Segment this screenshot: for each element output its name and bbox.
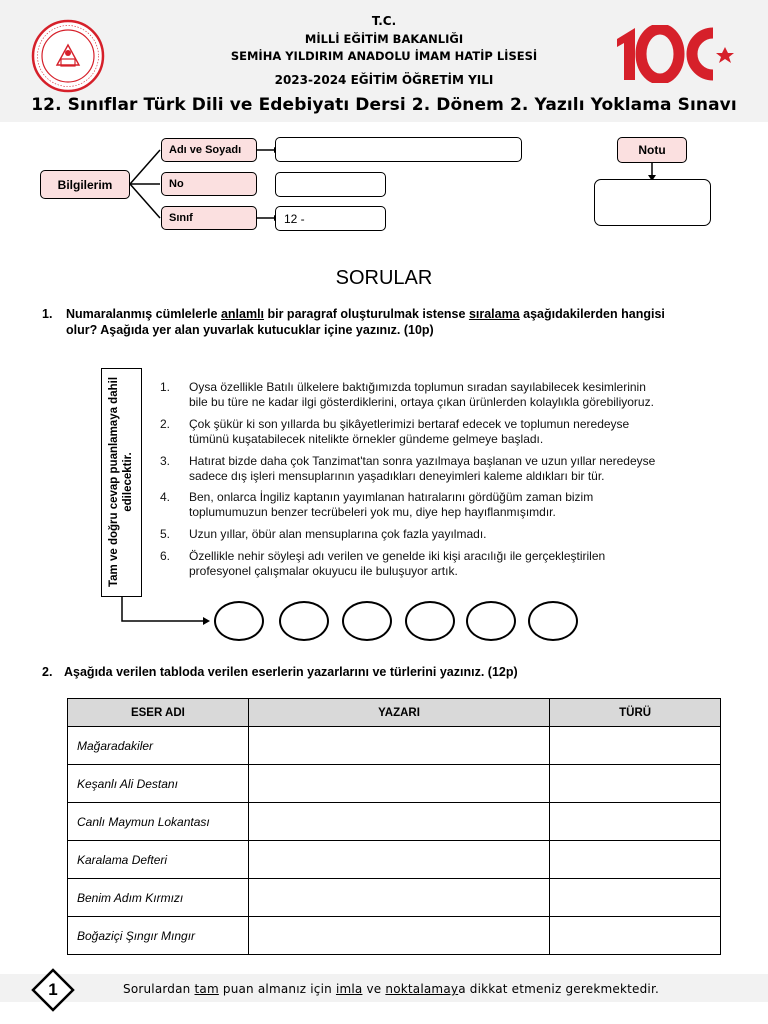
page-number: 1 xyxy=(48,980,58,999)
author-cell[interactable] xyxy=(248,727,549,765)
sentence-line: Oysa özellikle Batılı ülkelere baktığımızda toplumun sıradan sayılabilecek kesimlerinin xyxy=(189,380,646,394)
sentence-number: 5. xyxy=(160,527,171,541)
q1-text-anlamli: anlamlı xyxy=(220,307,265,321)
sentence-5 xyxy=(189,527,486,542)
author-cell[interactable] xyxy=(248,879,549,917)
answer-circle-1[interactable] xyxy=(214,601,264,641)
footer-text-1: Sorulardan xyxy=(123,982,195,996)
q1-text-line2: olur? Aşağıda yer alan yuvarlak kutucuklar içine yazınız. (10p) xyxy=(66,323,434,337)
sentence-4 xyxy=(189,490,593,520)
column-header-work: ESER ADI xyxy=(68,699,249,727)
table-row xyxy=(68,727,721,765)
name-label: Adı ve Soyadı xyxy=(161,138,257,162)
work-title: Canlı Maymun Lokantası xyxy=(68,803,249,841)
column-header-genre: TÜRÜ xyxy=(550,699,721,727)
sentence-line: Ben, onlarca İngiliz kaptanın yayımlanan hatıralarını gördüğüm zaman bizim xyxy=(189,490,594,504)
genre-cell[interactable] xyxy=(550,879,721,917)
sentence-number: 2. xyxy=(160,417,171,431)
sentence-1 xyxy=(189,380,654,410)
genre-cell[interactable] xyxy=(550,917,721,955)
table-row xyxy=(68,765,721,803)
table-row xyxy=(68,879,721,917)
grade-box[interactable] xyxy=(594,179,711,226)
answer-circle-2[interactable] xyxy=(279,601,329,641)
answer-circle-4[interactable] xyxy=(405,601,455,641)
author-cell[interactable] xyxy=(248,917,549,955)
class-label: Sınıf xyxy=(161,206,257,230)
sentence-number: 6. xyxy=(160,549,171,563)
header-tc: T.C. xyxy=(371,14,397,28)
author-cell[interactable] xyxy=(248,841,549,879)
works-table xyxy=(67,698,721,955)
author-cell[interactable] xyxy=(248,765,549,803)
genre-cell[interactable] xyxy=(550,841,721,879)
q1-text-siralama: sıralama xyxy=(468,307,520,321)
bilgilerim-label: Bilgilerim xyxy=(40,170,130,199)
q2-text: Aşağıda verilen tabloda verilen eserlerin yazarlarını ve türlerini yazınız. (12p) xyxy=(64,665,518,679)
sentence-3 xyxy=(189,454,655,484)
work-title: Karalama Defteri xyxy=(68,841,249,879)
section-title: SORULAR xyxy=(335,267,433,289)
exam-title: 12. Sınıflar Türk Dili ve Edebiyatı Dersi 2. Dönem 2. Yazılı Yoklama Sınavı xyxy=(31,95,737,115)
sentence-line: tümünü kuşatabilecek nitelikte örnekler gündeme gelmeye başladı. xyxy=(189,432,544,446)
answer-circle-3[interactable] xyxy=(342,601,392,641)
work-title: Benim Adım Kırmızı xyxy=(68,879,249,917)
q1-number: 1. xyxy=(42,307,53,321)
column-header-author: YAZARI xyxy=(248,699,549,727)
sentence-number: 3. xyxy=(160,454,171,468)
work-title: Boğaziçi Şıngır Mıngır xyxy=(68,917,249,955)
footer-underline-tam: tam xyxy=(194,982,219,996)
sentence-6 xyxy=(189,549,605,579)
work-title: Keşanlı Ali Destanı xyxy=(68,765,249,803)
table-row xyxy=(68,917,721,955)
author-cell[interactable] xyxy=(248,803,549,841)
grade-label: Notu xyxy=(617,137,687,163)
sentence-line: sadece dış işleri mensuplarının yaşadıkları deneyimleri kaleme aldıkları bir tür. xyxy=(189,469,605,483)
table-header-row xyxy=(68,699,721,727)
class-field[interactable]: 12 - xyxy=(275,206,386,231)
footer-underline-noktalama: noktalamay xyxy=(385,982,459,996)
footer-text-3: ve xyxy=(362,982,386,996)
side-note-text: Tam ve doğru cevap puanlamaya dahil edilecektir. xyxy=(108,376,134,588)
answer-circle-5[interactable] xyxy=(466,601,516,641)
sentence-line: Özellikle nehir söyleşi adı verilen ve genelde iki kişi aracılığı ile gerçekleştirilen xyxy=(189,549,606,563)
no-label: No xyxy=(161,172,257,196)
header-year: 2023-2024 EĞİTİM ÖĞRETİM YILI xyxy=(274,73,494,87)
q1-text-b: bir paragraf oluşturulmak istense xyxy=(264,307,469,321)
no-field[interactable] xyxy=(275,172,386,197)
footer-text-4: a dikkat etmeniz gerekmektedir. xyxy=(458,982,659,996)
genre-cell[interactable] xyxy=(550,765,721,803)
table-row xyxy=(68,841,721,879)
header-school: SEMİHA YILDIRIM ANADOLU İMAM HATİP LİSESİ xyxy=(230,49,538,63)
sentence-line: profesyonel çalışmalar okuyucu ile buluşuyor artık. xyxy=(189,564,458,578)
sentence-number: 1. xyxy=(160,380,171,394)
sentence-number: 4. xyxy=(160,490,171,504)
q1-text-a: Numaralanmış cümlelerle xyxy=(66,307,221,321)
q1-text xyxy=(66,306,726,338)
footer-underline-imla: imla xyxy=(335,982,363,996)
q1-text-c: aşağıdakilerden hangisi xyxy=(519,307,665,321)
footer-text-2: puan almanız için xyxy=(218,982,336,996)
sentence-2 xyxy=(189,417,629,447)
header-ministry: MİLLİ EĞİTİM BAKANLIĞI xyxy=(304,32,464,46)
q2-number: 2. xyxy=(42,665,53,679)
table-row xyxy=(68,803,721,841)
name-field[interactable] xyxy=(275,137,522,162)
work-title: Mağaradakiler xyxy=(68,727,249,765)
footer-note xyxy=(123,982,659,996)
sentence-line: Uzun yıllar, öbür alan mensuplarına çok fazla yayılmadı. xyxy=(189,527,487,541)
sentence-line: toplumumuzun benzer tecrübeleri yok mu, diye hep hayıflanmışımdır. xyxy=(189,505,556,519)
sentence-line: Çok şükür ki son yıllarda bu şikâyetlerimizi bertaraf edecek ve toplumun neredeyse xyxy=(189,417,630,431)
genre-cell[interactable] xyxy=(550,803,721,841)
sentence-line: bile bu türe ne kadar ilgi gösterdiklerini, ortaya çıkan ürünlerden kolaylıkla görebiliyoruz. xyxy=(189,395,654,409)
sentence-line: Hatırat bizde daha çok Tanzimat'tan sonra yazılmaya başlanan ve uzun yıllar neredeyse xyxy=(189,454,656,468)
genre-cell[interactable] xyxy=(550,727,721,765)
answer-circle-6[interactable] xyxy=(528,601,578,641)
